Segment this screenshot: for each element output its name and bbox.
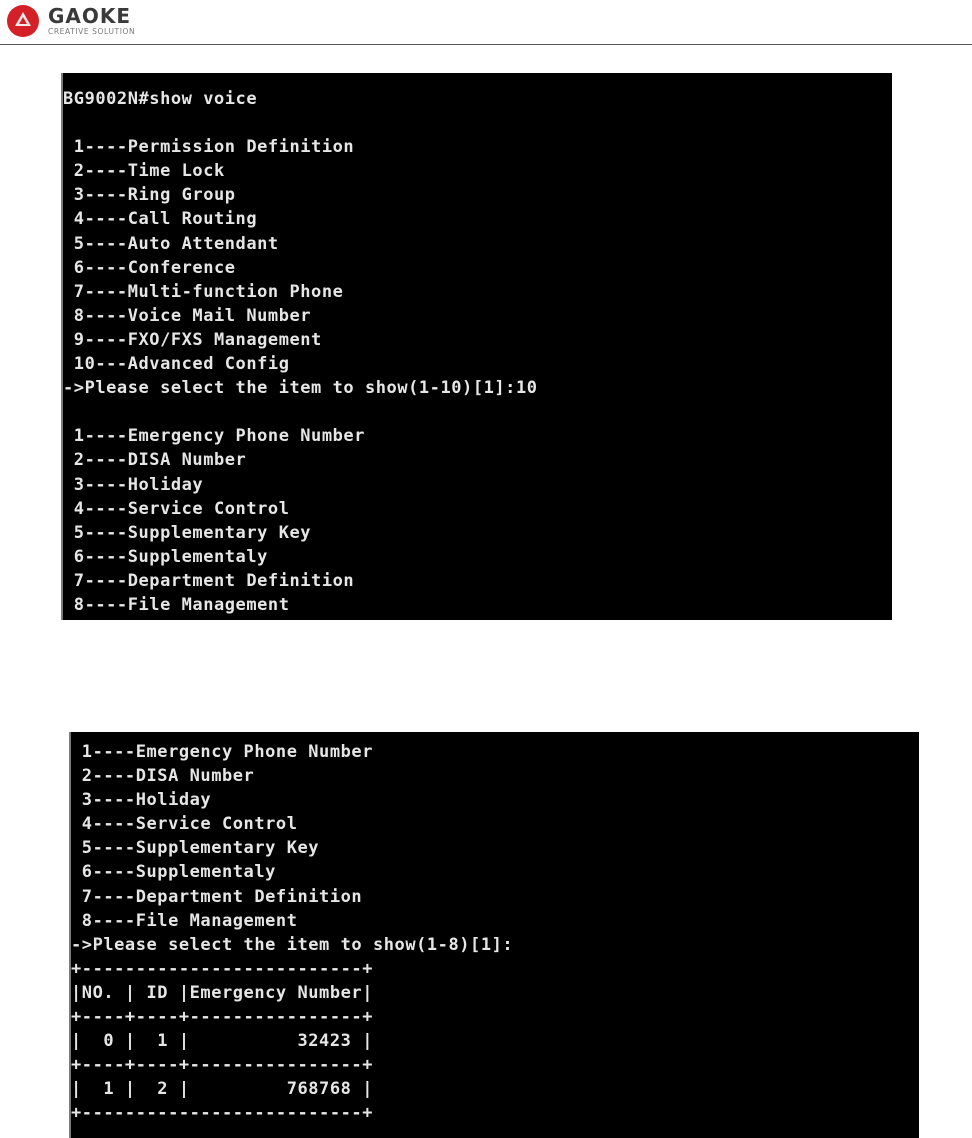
select-prompt: ->Please select the item to show(1-10)[1]:10 <box>63 378 538 399</box>
brand-name: GAOKE <box>48 4 132 29</box>
menu-item: 6----Conference <box>63 257 236 278</box>
menu-item: 9----FXO/FXS Management <box>63 329 322 350</box>
logo-mark-icon <box>6 4 40 38</box>
submenu-item: 7----Department Definition <box>63 570 355 591</box>
select-prompt: ->Please select the item to show(1-8)[1]: <box>71 934 514 955</box>
terminal-show-voice <box>61 73 892 620</box>
blank-line <box>63 400 892 424</box>
table-border-top: +--------------------------+ <box>71 958 373 979</box>
menu-item: 3----Holiday <box>71 790 212 811</box>
table-row: | 1 | 2 | 768768 | <box>71 1079 373 1100</box>
menu-item: 2----Time Lock <box>63 161 225 182</box>
submenu-item: 3----Holiday <box>63 474 204 495</box>
menu-item: 7----Multi-function Phone <box>63 281 344 302</box>
menu-item: 4----Call Routing <box>63 209 258 230</box>
table-separator: +----+----+----------------+ <box>71 1007 373 1028</box>
submenu-item: 6----Supplementaly <box>63 546 268 567</box>
menu-item: 8----File Management <box>71 910 298 931</box>
submenu-item: 2----DISA Number <box>63 450 247 471</box>
submenu-item: 1----Emergency Phone Number <box>63 426 365 447</box>
menu-item: 7----Department Definition <box>71 886 363 907</box>
menu-item: 6----Supplementaly <box>71 862 276 883</box>
submenu-item: 4----Service Control <box>63 498 290 519</box>
header-divider <box>0 44 972 45</box>
menu-item: 5----Supplementary Key <box>71 838 320 859</box>
menu-item: 4----Service Control <box>71 814 298 835</box>
menu-item: 1----Permission Definition <box>63 137 355 158</box>
submenu-item: 5----Supplementary Key <box>63 522 312 543</box>
menu-item: 3----Ring Group <box>63 185 236 206</box>
menu-item: 2----DISA Number <box>71 766 255 787</box>
submenu-item: 8----File Management <box>63 594 290 615</box>
menu-item: 1----Emergency Phone Number <box>71 742 373 762</box>
brand-tagline: CREATIVE SOLUTION <box>48 27 136 37</box>
table-header-row: |NO. | ID |Emergency Number| <box>71 982 373 1003</box>
menu-item: 8----Voice Mail Number <box>63 305 312 326</box>
table-border-bottom: +--------------------------+ <box>71 1103 373 1124</box>
menu-item: 10---Advanced Config <box>63 354 290 375</box>
gaoke-logo <box>6 4 135 38</box>
blank-line <box>63 111 892 135</box>
page-header <box>0 0 972 46</box>
command-prompt: BG9002N#show voice <box>63 89 258 109</box>
table-separator: +----+----+----------------+ <box>71 1055 373 1076</box>
table-row: | 0 | 1 | 32423 | <box>71 1031 373 1052</box>
menu-item: 5----Auto Attendant <box>63 233 279 254</box>
terminal-emergency-number <box>69 732 919 1138</box>
